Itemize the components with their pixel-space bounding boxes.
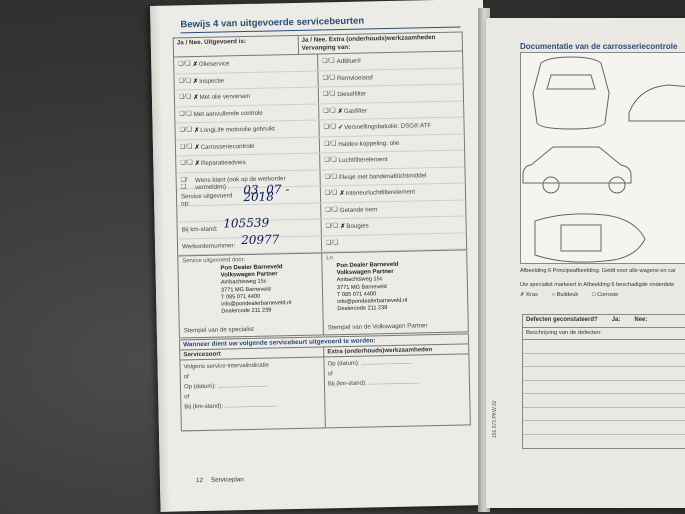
next-service-left: Volgens service-intervalindicatie of Op (datum): .............................. of Bij (km-stand): ............................... [180, 357, 325, 430]
header-performed: Ja / Nee. Uitgevoerd is: [174, 36, 299, 57]
car-diagram [520, 52, 685, 264]
extra-work-item: ❑/❑ Luchtfilterelement [320, 150, 464, 169]
checkbox-icon: ❑/❑ [180, 176, 188, 190]
defects-question-row: Defecten geconstateerd? Ja: Nee: [523, 315, 685, 328]
service-checklist-table [173, 31, 469, 338]
legend-scratch: ✗ Kras [520, 292, 538, 298]
stamp-caption-partner: Stempel van de Volkswagen Partner [327, 322, 428, 332]
partner-stamp: Lo Pon Dealer Barneveld Volkswagen Partner Ambachtsweg 15c 3771 MG Barneveld T 085 071 4400 info@pondealerbarneveld.nl Dealercode 211 239 [322, 250, 467, 323]
service-booklet-right-page [486, 18, 685, 508]
page-title: Bewijs 4 van uitgevoerde servicebeurten [180, 14, 460, 34]
body-check-title: Documentatie van de carrosseriecontrole [520, 42, 678, 51]
check-mark-icon: ✗ [337, 107, 343, 115]
checkbox-icon: ❑/❑ [323, 107, 336, 114]
car-outline-icon [521, 53, 685, 265]
checkbox-icon: ❑/❑ [323, 124, 337, 131]
performed-item: ❑/❑ Wens klant (ook op de werkorder vermelden) [177, 170, 321, 189]
legend-corrosion: □ Corrosie [592, 292, 619, 298]
extra-work-item: ❑/❑ ✗ Bougies [322, 216, 466, 235]
extra-work-item: ❑/❑ Remvloeistof [318, 68, 462, 87]
extra-work-item: ❑/❑ Flesje met bandenafdichtmiddel [320, 167, 464, 186]
col-service-type: Servicesoort [180, 347, 324, 359]
next-service-section [179, 333, 471, 431]
checkbox-icon: ❑/❑ [178, 61, 191, 68]
checkbox-icon: ❑/❑ [178, 94, 192, 101]
checkbox-icon: ❑/❑ [325, 223, 339, 230]
checkbox-icon: ❑/❑ [179, 143, 193, 150]
extra-work-item: ❑/❑ Haldex-koppeling: olie [320, 134, 464, 153]
checkbox-icon: ❑/❑ [180, 160, 193, 167]
checkbox-icon: ❑/❑ [179, 127, 193, 134]
checkbox-icon: ❑/❑ [324, 173, 338, 180]
extra-work-item: ❑/❑ AdBlue® [318, 51, 462, 70]
handwritten-value: 20977 [240, 231, 280, 247]
dealer-stamp-left: Pon Dealer Barneveld Volkswagen Partner Ambachtsweg 15c 3771 MG Barneveld T 085 071 4400 info@pondealerbarneveld.nl Dealercode 211 239 [220, 264, 292, 315]
handwritten-value: 03. 07 - 2018 [243, 182, 290, 205]
extra-work-item: ❑/❑ ✗ Interieurluchtfilterelement [321, 183, 465, 202]
service-booklet-left-page [150, 0, 494, 512]
checkbox-icon: ❑/❑ [322, 74, 336, 81]
next-service-heading: Wanneer dient uw volgende servicebeurt uitgevoerd te worden: [180, 334, 468, 350]
check-mark-icon: ✗ [193, 94, 199, 102]
page-footer [196, 476, 244, 484]
check-mark-icon: ✗ [192, 61, 198, 69]
handwritten-value: 105539 [223, 215, 270, 231]
extra-work-item [322, 233, 466, 252]
performed-item: ❑/❑ ✗ Carrosseriecontrole [176, 137, 320, 156]
extra-work-item: ❑/❑ ✗ Gasfilter [319, 101, 463, 120]
defects-description-label: Beschrijving van de defecten: [523, 328, 685, 340]
performed-item: Werkordernummer: 20977 [178, 236, 322, 255]
check-mark-icon: ✗ [194, 143, 200, 151]
legend-text: Uw specialist markeert in Afbeelding 6 beschadigde onderdele [520, 282, 675, 288]
checkbox-icon: ❑/❑ [322, 91, 336, 98]
check-mark-icon: ✗ [340, 222, 346, 231]
check-mark-icon: ✗ [339, 189, 345, 198]
checkbox-icon: ❑/❑ [322, 58, 335, 65]
checkbox-icon: ❑/❑ [325, 239, 339, 246]
legend-dent: ○ Buildeuk [551, 292, 579, 298]
defects-table [522, 314, 685, 449]
extra-work-item: ❑/❑ Getande riem [321, 200, 465, 219]
next-service-body [180, 354, 469, 430]
next-service-right: Op (datum): .............................. of Bij (km-stand): ............................... [327, 359, 421, 388]
checkbox-icon: ❑/❑ [324, 190, 338, 197]
check-mark-icon: ✗ [192, 77, 199, 85]
specialist-stamp: Service uitgevoerd door: Pon Dealer Barneveld Volkswagen Partner Ambachtsweg 15c 3771 MG Barneveld T 085 071 4400 info@pondealerbarneveld.nl Dealercode 211 239 [178, 253, 323, 326]
dealer-stamp-right: Pon Dealer Barneveld Volkswagen Partner Ambachtsweg 15c 3771 MG Barneveld T 085 071 4400 info@pondealerbarneveld.nl Dealercode 211 239 [336, 261, 408, 313]
extra-work-item: ❑/❑ ✓ Versnellingsbakolie: DSG® ATF [319, 117, 463, 136]
page-number: 12 [195, 476, 204, 485]
performed-item: ❑/❑ Met aanvullende controle [175, 104, 319, 123]
col-extra-work: Extra (onderhouds)werkzaamheden [327, 346, 433, 356]
figure-caption: Afbeelding 6 Principeafbeelding. Geldt voor alle wagens en car [520, 268, 676, 274]
performed-item: ❑/❑ ✗ Met olie verversen [175, 87, 319, 106]
performed-item: ❑/❑ ✗ LongLife motorolie gebruikt [175, 120, 319, 139]
performed-item: Bij km-stand: 105539 [178, 219, 322, 238]
check-mark-icon: ✗ [193, 126, 200, 135]
check-mark-icon: ✗ [194, 159, 201, 168]
damage-legend [520, 292, 618, 298]
performed-item: ❑/❑ ✗ Reparatieadvies [176, 153, 320, 172]
checkbox-icon: ❑/❑ [179, 110, 192, 117]
performed-item: Service uitgevoerd op: 03. 07 - 2018 [177, 186, 321, 205]
check-mark-icon: ✓ [337, 123, 344, 132]
checkbox-icon: ❑/❑ [178, 77, 192, 84]
stamp-area [178, 249, 467, 325]
performed-item: ❑/❑ ✗ Inspectie [174, 71, 318, 90]
checkbox-icon: ❑/❑ [323, 140, 337, 147]
stamp-caption-specialist: Stempel van de specialist [180, 322, 324, 337]
checkbox-icon: ❑/❑ [325, 206, 338, 213]
footer-label: Serviceplan [210, 476, 244, 484]
checkbox-icon: ❑/❑ [324, 157, 337, 164]
performed-item: ❑/❑ ✗ Olieservice [174, 54, 318, 73]
header-extra-work: Ja / Nee. Extra (onderhouds)werkzaamheden Vervanging van: [301, 34, 436, 52]
document-code: 151.573.PKW.32 [492, 400, 498, 438]
extra-work-item: ❑/❑ Dieselfilter [319, 84, 463, 103]
